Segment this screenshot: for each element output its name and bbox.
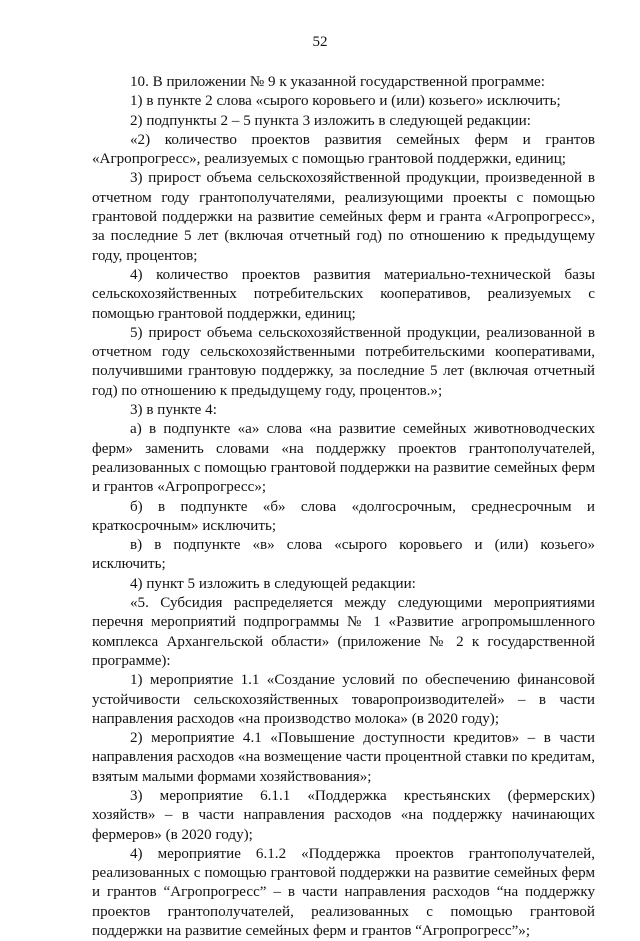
- paragraph-quote-2: «2) количество проектов развития семейных ферм и грантов «Агропрогресс», реализуемых с помощью грантовой поддержки, единиц;: [92, 131, 595, 168]
- paragraph-subitem-2: 2) подпункты 2 – 5 пункта 3 изложить в следующей редакции:: [130, 112, 531, 129]
- paragraph-quote-3: 3) прирост объема сельскохозяйственной продукции, произведенной в отчетном году грантополучателями, реализующими проекты с помощью грантовой поддержки на развитие семейных ферм и гранта «Агропрогресс», за последние 5 лет (включая отчетный год) по отношению к предыдущему году, процентов;: [92, 170, 595, 264]
- paragraph-measure-4: 4) мероприятие 6.1.2 «Поддержка проектов грантополучателей, реализованных с помощью грантовой поддержки на развитие семейных ферм и грантов “Агропрогресс” – в части направления расходов “на поддержку проектов грантополучателей, реализованных с помощью грантовой поддержки на развитие семейных ферм и грантов “Агропрогресс”»;: [92, 845, 595, 940]
- page-number: 52: [312, 34, 328, 50]
- paragraph-measure-2: 2) мероприятие 4.1 «Повышение доступности кредитов» – в части направления расходов «на возмещение части процентной ставки по кредитам, взятым малыми формами хозяйствования»;: [92, 730, 595, 785]
- paragraph-measure-1: 1) мероприятие 1.1 «Создание условий по обеспечению финансовой устойчивости сельскохозяйственных товаропроизводителей» – в части направления расходов «на производство молока» (в 2020 году);: [92, 672, 595, 727]
- paragraph-subitem-3: 3) в пункте 4:: [130, 402, 217, 419]
- paragraph-subitem-4: 4) пункт 5 изложить в следующей редакции:: [130, 575, 416, 592]
- paragraph-letter-b: б) в подпункте «б» слова «долгосрочным, среднесрочным и краткосрочным» исключить;: [92, 498, 595, 534]
- paragraph-subitem-1: 1) в пункте 2 слова «сырого коровьего и (или) козьего» исключить;: [130, 93, 561, 110]
- paragraph-measure-3: 3) мероприятие 6.1.1 «Поддержка крестьянских (фермерских) хозяйств» – в части направления расходов «на поддержку начинающих фермеров» (в 2020 году);: [92, 787, 595, 843]
- paragraph-quote-4: 4) количество проектов развития материально-технической базы сельскохозяйственных потребительских кооперативов, реализуемых с помощью грантовой поддержки, единиц;: [92, 266, 595, 322]
- paragraph-quote-section-5: «5. Субсидия распределяется между следующими мероприятиями перечня мероприятий подпрограммы № 1 «Развитие агропромышленного комплекса Архангельской области» (приложение № 2 к государственной программе):: [92, 595, 595, 669]
- paragraph-quote-5: 5) прирост объема сельскохозяйственной продукции, реализованной в отчетном году сельскохозяйственными потребительскими кооперативами, получившими грантовую поддержку, за последние 5 лет (включая отчетный год) по отношению к предыдущему году, процентов.»;: [92, 324, 595, 399]
- paragraph-letter-a: а) в подпункте «а» слова «на развитие семейных животноводческих ферм» заменить словами «на поддержку проектов грантополучателей, реализованных с помощью грантовой поддержки на развитие семейных ферм и грантов «Агропрогресс»;: [92, 421, 595, 496]
- paragraph-letter-v: в) в подпункте «в» слова «сырого коровьего и (или) козьего» исключить;: [92, 537, 595, 573]
- document-body: [92, 73, 595, 941]
- paragraph-item-10: 10. В приложении № 9 к указанной государственной программе:: [130, 74, 545, 90]
